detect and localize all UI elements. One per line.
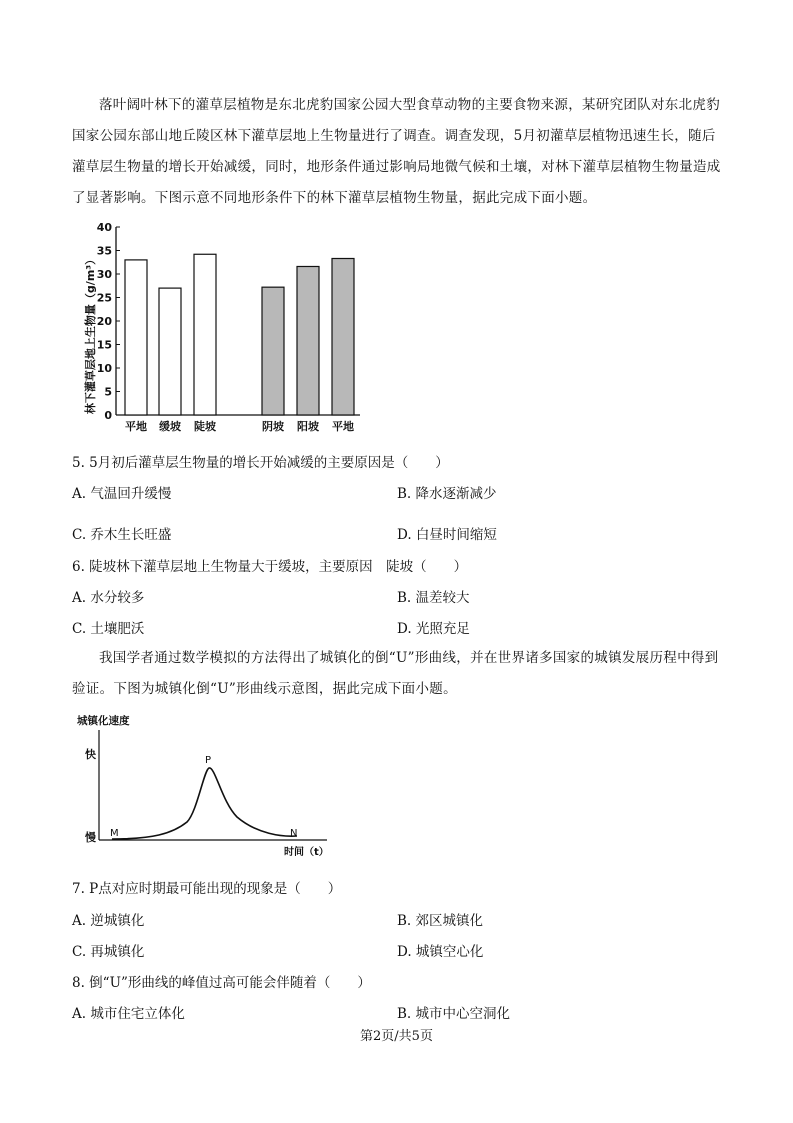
y-tick-label: 15 xyxy=(96,338,112,352)
q7-option-c[interactable]: C. 再城镇化 xyxy=(72,944,145,960)
x-category-label: 陡坡 xyxy=(194,420,216,433)
y-tick-label: 10 xyxy=(96,362,112,375)
y-tick-label: 25 xyxy=(96,291,112,305)
curve-y-label: 城镇化速度 xyxy=(77,715,130,727)
q7-option-d[interactable]: D. 城镇空心化 xyxy=(397,944,484,960)
q5-option-b[interactable]: B. 降水逐渐减少 xyxy=(397,486,497,502)
q5-option-c[interactable]: C. 乔木生长旺盛 xyxy=(72,527,172,543)
q8-stem: 8. 倒“U”形曲线的峰值过高可能会伴随着（ ） xyxy=(72,975,371,991)
bar-2 xyxy=(194,254,216,415)
x-category-label: 缓坡 xyxy=(159,420,181,433)
q7-stem: 7. P点对应时期最可能出现的现象是（ ） xyxy=(72,881,342,897)
svg-text:林下灌草层地上生物量（g/m³）: 林下灌草层地上生物量（g/m³） xyxy=(84,253,97,415)
q6-option-a[interactable]: A. 水分较多 xyxy=(72,590,145,606)
q6-option-c[interactable]: C. 土壤肥沃 xyxy=(72,621,145,637)
q8-option-b[interactable]: B. 城市中心空洞化 xyxy=(397,1006,511,1022)
point-n-label: N xyxy=(290,828,298,839)
q7-option-a[interactable]: A. 逆城镇化 xyxy=(72,913,145,929)
biomass-bar-chart xyxy=(72,222,372,437)
page-footer: 第2页/共5页 xyxy=(360,1029,433,1044)
q6-stem: 6. 陡坡林下灌草层地上生物量大于缓坡，主要原因 陡坡（ ） xyxy=(72,559,468,575)
q7-option-b[interactable]: B. 郊区城镇化 xyxy=(397,913,484,929)
y-tick-label: 40 xyxy=(96,222,112,234)
y-tick-label: 30 xyxy=(96,268,112,281)
passage-2: 我国学者通过数学模拟的方法得出了城镇化的倒“U”形曲线，并在世界诸多国家的城镇发展历程中得到验证。下图为城镇化倒“U”形曲线示意图，据此完成下面小题。 xyxy=(72,650,719,697)
q8-option-a[interactable]: A. 城市住宅立体化 xyxy=(72,1006,185,1022)
point-m-label: M xyxy=(110,828,119,839)
q5-stem: 5. 5月初后灌草层生物量的增长开始减缓的主要原因是（ ） xyxy=(72,455,449,471)
y-tick-label: 0 xyxy=(104,409,112,422)
y-axis-title xyxy=(83,254,97,414)
point-p-label: P xyxy=(205,755,212,766)
x-category-label: 阴坡 xyxy=(262,420,284,433)
inverted-u-curve xyxy=(112,768,297,839)
fast-label: 快 xyxy=(85,748,96,761)
q6-option-d[interactable]: D. 光照充足 xyxy=(397,621,470,637)
y-tick-label: 5 xyxy=(104,385,112,399)
x-category-label: 阳坡 xyxy=(297,420,319,433)
bar-1 xyxy=(159,288,181,415)
x-category-label: 平地 xyxy=(125,420,147,433)
y-tick-label: 20 xyxy=(96,315,112,328)
slow-label: 慢 xyxy=(85,831,96,844)
curve-x-label: 时间（t） xyxy=(284,847,329,858)
bar-4 xyxy=(297,266,319,415)
bar-5 xyxy=(332,258,354,415)
q5-option-a[interactable]: A. 气温回升缓慢 xyxy=(72,486,172,502)
y-tick-label: 35 xyxy=(96,244,112,258)
q6-option-b[interactable]: B. 温差较大 xyxy=(397,590,470,606)
urbanization-curve-diagram xyxy=(72,712,342,862)
x-category-label: 平地 xyxy=(332,420,354,433)
q5-option-d[interactable]: D. 白昼时间缩短 xyxy=(397,527,497,543)
passage-1: 落叶阔叶林下的灌草层植物是东北虎豹国家公园大型食草动物的主要食物来源，某研究团队对东北虎豹国家公园东部山地丘陵区林下灌草层地上生物量进行了调查。调查发现，5月初灌草层植物迅速生长，随后灌草层生物量的增长开始减缓，同时，地形条件通过影响局地微气候和土壤，对林下灌草层植物生物量造成了显著影响。下图示意不同地形条件下的林下灌草层植物生物量，据此完成下面小题。 xyxy=(72,97,721,206)
bar-0 xyxy=(125,260,147,415)
bar-3 xyxy=(262,287,284,415)
